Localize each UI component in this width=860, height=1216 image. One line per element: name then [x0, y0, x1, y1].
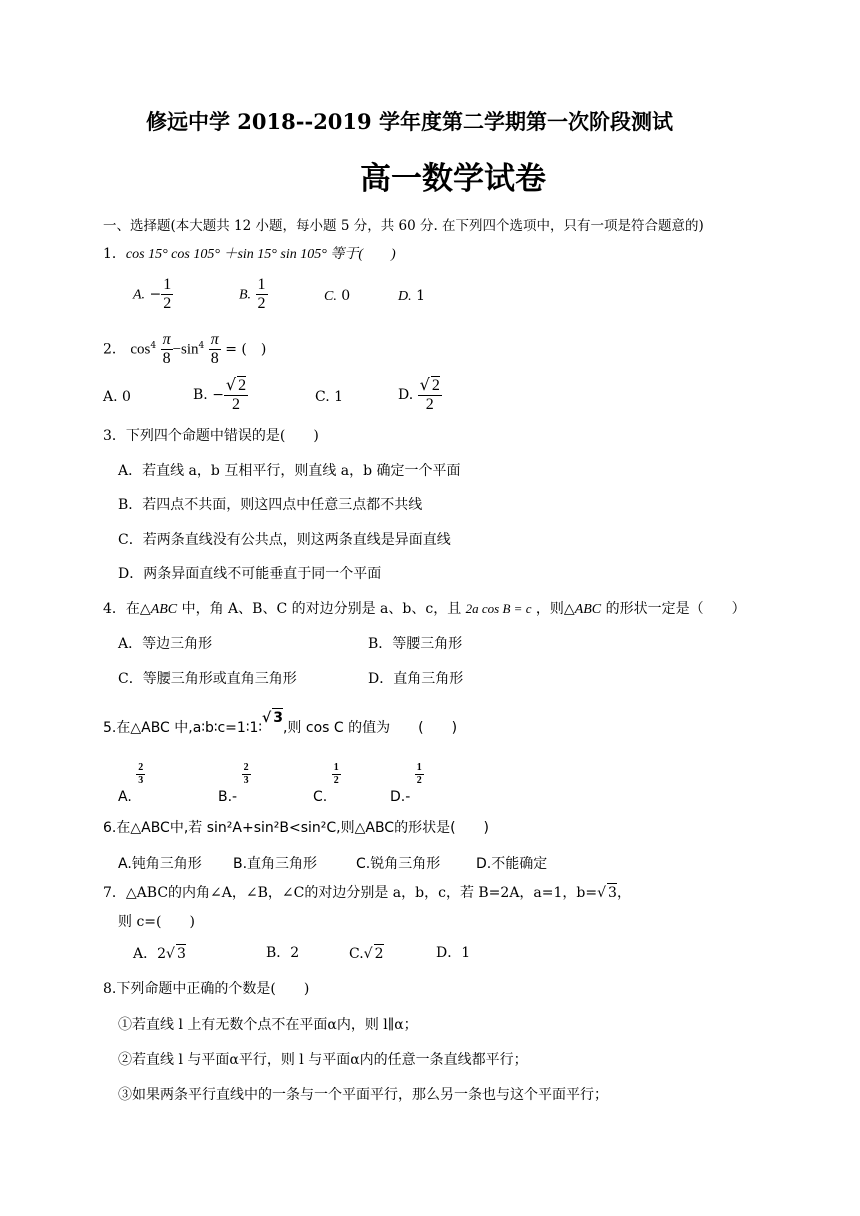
fraction: $\frac{2}{3}$	[138, 762, 144, 786]
q7-option-c: C.√ 2	[349, 946, 384, 962]
q4-option-b: B．等腰三角形	[368, 636, 463, 652]
question-3: 3．下列四个命题中错误的是( )	[103, 428, 319, 444]
page-title: 高一数学试卷	[360, 161, 546, 197]
q4-option-d: D．直角三角形	[368, 671, 464, 687]
q6-option-a: A.钝角三角形	[118, 856, 202, 872]
q8-statement-2: ②若直线 l 与平面α平行，则 l 与平面α内的任意一条直线都平行；	[118, 1052, 528, 1068]
q1-option-a: A. − $\frac{1}{2}$	[133, 276, 172, 312]
fraction: $\frac{1}{2}$	[257, 276, 266, 312]
fraction: $\frac{√ 2}{2}$	[419, 375, 440, 413]
q1-option-d: D. 1	[398, 288, 425, 304]
fraction: $\frac{√ 2}{2}$	[225, 375, 247, 413]
q4-option-a: A．等边三角形	[118, 636, 213, 652]
fraction: $\frac{\pi}{8}$	[162, 331, 171, 367]
question-7: 7．△ABC的内角∠A，∠B，∠C的对边分别是 a，b，c，若 B=2A，a=1，b=√ 3，	[103, 885, 631, 901]
question-8: 8.下列命题中正确的个数是( )	[103, 981, 310, 997]
question-4: 4．在△ABC 中，角 A、B、C 的对边分别是 a、b、c，且 2a cos B = c ，则△ABC 的形状一定是（ ）	[103, 601, 746, 617]
q8-statement-1: ①若直线 l 上有无数个点不在平面α内，则 l∥α；	[118, 1017, 418, 1033]
q1-option-c: C. 0	[324, 288, 351, 304]
question-5: 5.在△ABC 中,a∶b∶c=1∶1∶√ 3,则 cos C 的值为 ( )	[103, 710, 458, 736]
q2-option-c: C. 1	[315, 389, 344, 405]
q6-option-d: D.不能确定	[476, 856, 548, 872]
q2-option-b: B. − $\frac{√ 2}{2}$	[193, 375, 247, 413]
fraction: $\frac{\pi}{8}$	[210, 331, 219, 367]
q3-option-c: C．若两条直线没有公共点，则这两条直线是异面直线	[118, 532, 451, 548]
q2-option-a: A. 0	[103, 389, 131, 405]
q1-number: 1．	[103, 246, 126, 262]
fraction: $\frac{1}{2}$	[333, 762, 339, 786]
q1-option-b: B. $\frac{1}{2}$	[239, 276, 266, 312]
section-heading: 一、选择题(本大题共 12 小题，每小题 5 分，共 60 分. 在下列四个选项中，只有一项是符合题意的)	[103, 218, 704, 234]
q6-option-c: C.锐角三角形	[356, 856, 441, 872]
school-heading: 修远中学 2018--2019 学年度第二学期第一次阶段测试	[146, 109, 673, 134]
q1-stem: cos 15° cos 105° ＋sin 15° sin 105° 等于( )	[125, 247, 396, 262]
question-2: 2． $\cos^4$ $\frac{\pi}{8}$ $-\sin^4$ $\frac{\pi}{8}$ = ( )	[103, 331, 267, 367]
question-1	[103, 245, 396, 264]
q5-option-a: A. $\frac{2}{3}$	[118, 762, 144, 805]
q2-option-d: D. $\frac{√ 2}{2}$	[398, 375, 440, 413]
fraction: $\frac{1}{2}$	[163, 276, 172, 312]
q5-option-c: C. $\frac{1}{2}$	[313, 762, 339, 805]
q5-option-b: B.- $\frac{2}{3}$	[218, 762, 249, 805]
q5-option-d: D.- $\frac{1}{2}$	[390, 762, 422, 805]
q3-option-d: D．两条异面直线不可能垂直于同一个平面	[118, 566, 382, 582]
q7-prompt: 则 c=( )	[118, 914, 195, 930]
q7-option-a: A．2√ 3	[133, 946, 186, 962]
q3-option-b: B．若四点不共面，则这四点中任意三点都不共线	[118, 497, 423, 513]
q6-option-b: B.直角三角形	[233, 856, 318, 872]
q8-statement-3: ③如果两条平行直线中的一条与一个平面平行，那么另一条也与这个平面平行；	[118, 1087, 608, 1103]
fraction: $\frac{1}{2}$	[416, 762, 422, 786]
q3-option-a: A．若直线 a，b 互相平行，则直线 a，b 确定一个平面	[118, 463, 461, 479]
q4-option-c: C．等腰三角形或直角三角形	[118, 671, 297, 687]
q7-option-d: D．1	[436, 945, 471, 961]
q7-option-b: B．2	[266, 945, 300, 961]
fraction: $\frac{2}{3}$	[243, 762, 249, 786]
question-6: 6.在△ABC中,若 sin²A+sin²B<sin²C,则△ABC的形状是( )	[103, 820, 490, 836]
